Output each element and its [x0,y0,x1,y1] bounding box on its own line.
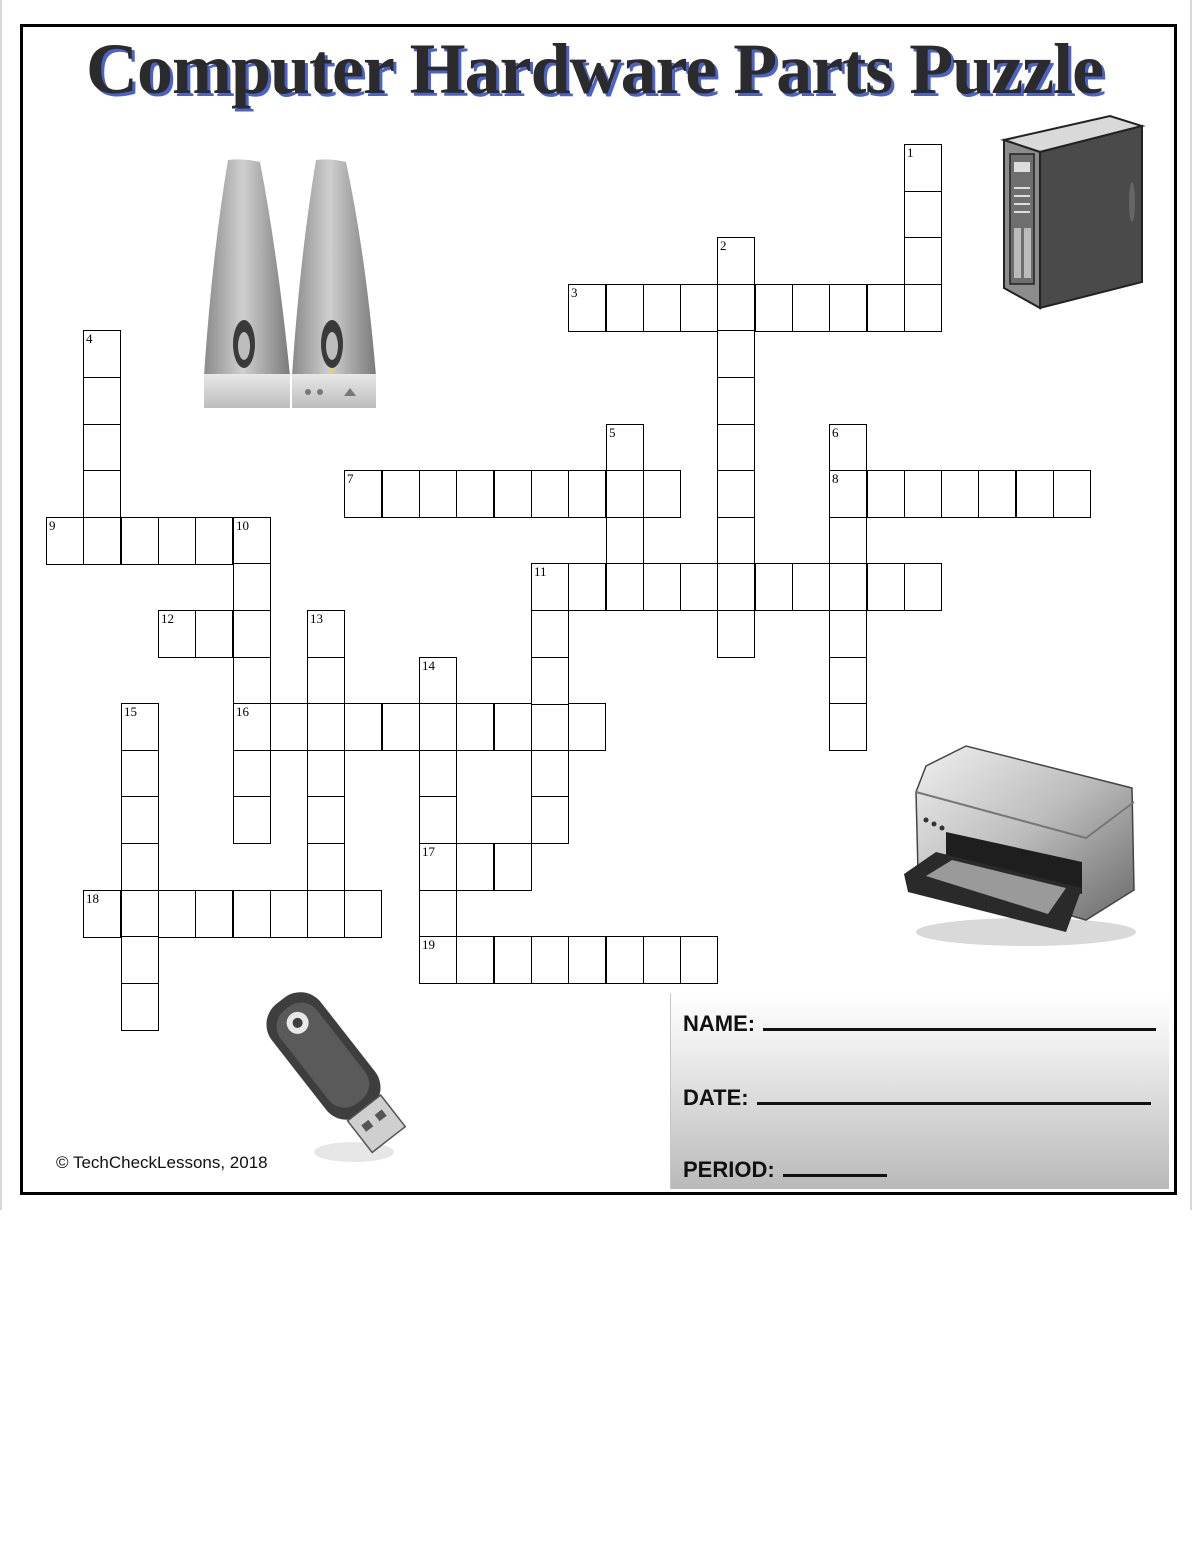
crossword-cell[interactable] [904,144,942,192]
crossword-cell[interactable] [83,377,121,425]
crossword-cell[interactable] [1053,470,1091,518]
crossword-cell[interactable] [307,703,345,751]
crossword-cell[interactable] [494,470,532,518]
crossword-cell[interactable] [344,890,382,938]
crossword-cell[interactable] [904,191,942,239]
page-edge-right [1190,0,1192,1210]
crossword-cell[interactable] [456,703,494,751]
crossword-cell[interactable] [83,424,121,472]
crossword-cell[interactable] [531,470,569,518]
crossword-cell[interactable] [606,424,644,472]
crossword-cell[interactable] [867,284,905,332]
crossword-cell[interactable] [717,237,755,285]
clue-number: 18 [86,891,99,906]
clue-number: 13 [310,611,323,626]
crossword-cell[interactable] [606,936,644,984]
crossword-cell[interactable] [233,750,271,798]
crossword-cell[interactable] [755,284,793,332]
crossword-cell[interactable] [717,610,755,658]
crossword-cell[interactable] [307,610,345,658]
crossword-cell[interactable] [233,703,271,751]
crossword-cell[interactable] [643,563,681,611]
crossword-cell[interactable] [531,750,569,798]
crossword-cell[interactable] [83,890,121,938]
crossword-cell[interactable] [680,284,718,332]
crossword-cell[interactable] [121,936,159,984]
crossword-cell[interactable] [419,657,457,705]
student-info-box [670,993,1169,1189]
crossword-cell[interactable] [307,750,345,798]
crossword-cell[interactable] [904,237,942,285]
crossword-cell[interactable] [83,470,121,518]
date-label: DATE: [683,1085,749,1110]
name-field[interactable] [683,1011,1156,1037]
crossword-cell[interactable] [83,330,121,378]
crossword-cell[interactable] [233,796,271,844]
crossword-cell[interactable] [904,470,942,518]
name-label: NAME: [683,1011,756,1036]
crossword-cell[interactable] [419,890,457,938]
crossword-cell[interactable] [344,703,382,751]
crossword-cell[interactable] [121,750,159,798]
crossword-cell[interactable] [158,517,196,565]
puzzle-title: Computer Hardware Parts Puzzle [86,29,1104,109]
crossword-cell[interactable] [606,563,644,611]
crossword-cell[interactable] [233,610,271,658]
clue-number: 15 [124,704,137,719]
clue-number: 7 [347,471,354,486]
clue-number: 16 [236,704,249,719]
crossword-cell[interactable] [121,843,159,891]
crossword-cell[interactable] [829,563,867,611]
crossword-cell[interactable] [233,657,271,705]
period-blank-line[interactable] [783,1158,887,1177]
crossword-cell[interactable] [121,890,159,938]
crossword-cell[interactable] [829,657,867,705]
crossword-cell[interactable] [568,563,606,611]
crossword-cell[interactable] [307,657,345,705]
clue-number: 11 [534,564,547,579]
crossword-cell[interactable] [195,890,233,938]
clue-number: 4 [86,331,93,346]
crossword-cell[interactable] [904,563,942,611]
crossword-cell[interactable] [531,610,569,658]
crossword-cell[interactable] [717,424,755,472]
crossword-cell[interactable] [419,843,457,891]
crossword-cell[interactable] [158,610,196,658]
clue-number: 6 [832,425,839,440]
date-blank-line[interactable] [757,1086,1151,1105]
crossword-cell[interactable] [419,703,457,751]
crossword-cell[interactable] [568,284,606,332]
crossword-cell[interactable] [121,983,159,1031]
crossword-cell[interactable] [307,890,345,938]
usb-flash-drive-image [262,972,412,1172]
crossword-cell[interactable] [382,470,420,518]
crossword-cell[interactable] [904,284,942,332]
crossword-cell[interactable] [531,936,569,984]
crossword-cell[interactable] [717,284,755,332]
date-field[interactable] [683,1085,1151,1111]
crossword-cell[interactable] [829,424,867,472]
crossword-cell[interactable] [717,470,755,518]
crossword-cell[interactable] [680,563,718,611]
crossword-cell[interactable] [568,703,606,751]
crossword-cell[interactable] [121,796,159,844]
crossword-cell[interactable] [606,470,644,518]
crossword-cell[interactable] [867,563,905,611]
crossword-cell[interactable] [307,796,345,844]
crossword-cell[interactable] [270,703,308,751]
clue-number: 12 [161,611,174,626]
crossword-cell[interactable] [680,936,718,984]
crossword-cell[interactable] [829,517,867,565]
crossword-cell[interactable] [419,750,457,798]
crossword-cell[interactable] [121,517,159,565]
crossword-cell[interactable] [717,330,755,378]
crossword-cell[interactable] [829,284,867,332]
clue-number: 10 [236,518,249,533]
clue-number: 5 [609,425,616,440]
clue-number: 9 [49,518,56,533]
crossword-cell[interactable] [717,563,755,611]
period-field[interactable] [683,1157,887,1183]
clue-number: 14 [422,658,435,673]
crossword-cell[interactable] [531,563,569,611]
crossword-cell[interactable] [382,703,420,751]
crossword-cell[interactable] [568,470,606,518]
crossword-cell[interactable] [344,470,382,518]
crossword-cell[interactable] [307,843,345,891]
crossword-cell[interactable] [233,563,271,611]
crossword-cell[interactable] [531,703,569,751]
crossword-cell[interactable] [233,890,271,938]
copyright-text: © TechCheckLessons, 2018 [56,1153,268,1172]
crossword-cell[interactable] [419,796,457,844]
crossword-cell[interactable] [792,563,830,611]
crossword-cell[interactable] [755,563,793,611]
clue-number: 8 [832,471,839,486]
clue-number: 19 [422,937,435,952]
clue-number: 3 [571,285,578,300]
crossword-cell[interactable] [456,936,494,984]
crossword-cell[interactable] [568,936,606,984]
crossword-cell[interactable] [494,936,532,984]
crossword-cell[interactable] [531,796,569,844]
crossword-cell[interactable] [83,517,121,565]
computer-tower-image [1000,112,1150,312]
crossword-cell[interactable] [419,470,457,518]
crossword-cell[interactable] [195,517,233,565]
crossword-cell[interactable] [1016,470,1054,518]
page-edge-left [0,0,2,1210]
crossword-cell[interactable] [717,377,755,425]
crossword-cell[interactable] [829,703,867,751]
crossword-cell[interactable] [419,936,457,984]
crossword-cell[interactable] [606,517,644,565]
crossword-cell[interactable] [792,284,830,332]
crossword-cell[interactable] [978,470,1016,518]
printer-image [896,742,1140,948]
crossword-cell[interactable] [717,517,755,565]
crossword-cell[interactable] [494,703,532,751]
crossword-cell[interactable] [643,936,681,984]
crossword-cell[interactable] [829,610,867,658]
crossword-cell[interactable] [195,610,233,658]
crossword-cell[interactable] [643,470,681,518]
crossword-cell[interactable] [233,517,271,565]
crossword-cell[interactable] [158,890,196,938]
crossword-cell[interactable] [829,470,867,518]
period-label: PERIOD: [683,1157,775,1182]
clue-number: 1 [907,145,914,160]
crossword-cell[interactable] [941,470,979,518]
crossword-cell[interactable] [456,470,494,518]
crossword-cell[interactable] [270,890,308,938]
crossword-cell[interactable] [494,843,532,891]
clue-number: 2 [720,238,727,253]
crossword-cell[interactable] [643,284,681,332]
crossword-cell[interactable] [606,284,644,332]
crossword-cell[interactable] [46,517,84,565]
clue-number: 17 [422,844,435,859]
crossword-cell[interactable] [456,843,494,891]
speakers-image [198,156,384,418]
crossword-cell[interactable] [867,470,905,518]
crossword-cell[interactable] [531,657,569,705]
crossword-cell[interactable] [121,703,159,751]
name-blank-line[interactable] [763,1012,1156,1031]
